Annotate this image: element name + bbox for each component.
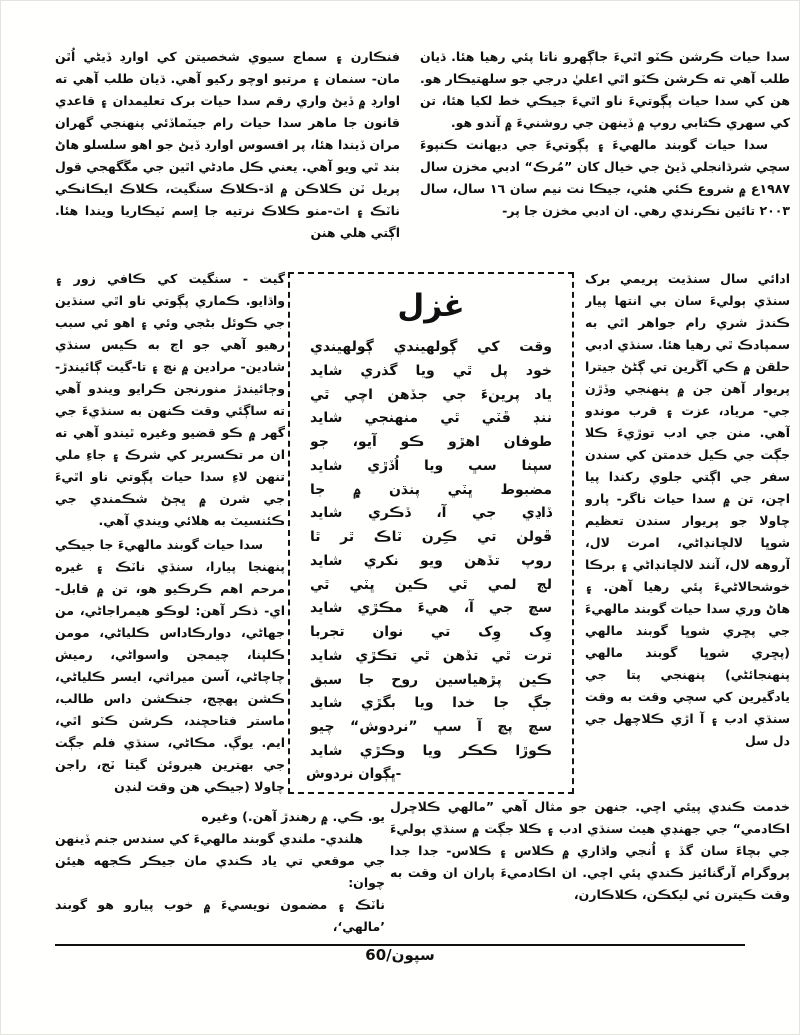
- poem-line: جڳ جا خدا ويا بگڙي شايد: [310, 695, 552, 712]
- column-mid-right: [585, 268, 790, 795]
- poem-line: وِک وِک تي نوان تجربا: [310, 624, 552, 640]
- poem-line: ڏاڍي جي آ، ڏڪري شايد: [310, 505, 552, 522]
- ghazal-poem: [306, 336, 556, 762]
- paragraph: سدا حيات گوبند مالهيءَ ۽ پڳوتيءَ جي ديهانت ڪنپوءَ سچي شرڌانجلي ڏيڻ جي خيال کان ”مُرڪ“ ادبي مخزن سال ١٩٨٧ع ۾ شروع ڪئي هئي، جيڪا نت نيم سان ١٦ سال، سال ٢٠٠٣ تائين نڪرندي رهي. ان ادبي مخزن جا پر-: [420, 137, 790, 218]
- poem-line: لڄ لمي ٿي ڪين ڀٽي ٿي: [310, 576, 552, 593]
- poem-line: مضبوط ڀٽي پنڌن ۾ جا: [310, 481, 552, 498]
- poem-line: وقت کي ڳولهيندي ڳولهيندي: [310, 339, 552, 355]
- page-number: سپون/60: [365, 946, 435, 964]
- poem-line: طوفان اهڙو ڪو آيو، جو: [310, 434, 552, 450]
- poem-line: خود پل ٿي ويا گذري شايد: [310, 362, 552, 379]
- poem-line: ترت ٿي تڏهن ٿي تڪڙي شايد: [310, 647, 552, 664]
- paragraph: يو. ڪي. ۾ رهندڙ آهن.) وغيره: [201, 809, 385, 824]
- poem-line: سچ پچ آ سڀ ”نردوش“ چيو: [310, 719, 552, 735]
- poem-line: ڪين پڙهياسين روح جا سبق: [310, 671, 552, 688]
- paragraph: سدا حيات ڪرشن ڪٽو اٿيءَ جاڳهرو ناتا پئي رهيا هئا. ڌيان طلب آهي ته ڪرشن ڪٽو اٿي اعليٰ درجي جو سلهتيڪار هو. هن کي سدا حيات پڳوتيءَ ناو اٿيءَ جيڪي خط لکيا هئا، تن کي سهري ڪتابي روپ ۾ ڏينهن جي روشنيءَ ۾ آندو هو.: [420, 49, 790, 130]
- poem-line: ڪوڙا ڪڪر ويا وڪڙي شايد: [310, 742, 552, 759]
- ghazal-box: [288, 272, 574, 794]
- poem-line: روپ تڏهن ويو نکري شايد: [310, 552, 552, 569]
- column-bottom-left: [55, 806, 385, 938]
- column-top-left: [55, 46, 400, 268]
- ghazal-title: غزل: [397, 288, 465, 324]
- poem-line: ڦولن تي ڪِرن ٽاڪ ٿر ٿا: [310, 529, 552, 545]
- poem-line: سپنا سڀ ويا اُڏڙي شايد: [310, 457, 552, 474]
- column-mid-left: [55, 268, 285, 808]
- column-bottom-right: [390, 796, 790, 936]
- paragraph: سدا حيات گوبند مالهيءَ جا جيڪي پنهنجا پيارا، سنڌي ناٽڪ ۽ غيره مرحم اهم ڪرڪيو هو، تن ۾ قابل- اي- ذڪر آهن: لوڪو هيمراجاڻي، من جهاڻي، دوارڪاداس ڪلياڻي، مومن ڪلپنا، چيمجن واسواڻي، رميش چاچاڻي، آسن ميراثي، ايسر ڪلياڻي، ڪشن پهچج، جنڪشن داس طالب، ماستر فتاحچند، ڪرشن ڪٽو اٿي، ايم. يوڳ. مڪاڻي، سنڌي فلم جڳت جي بهترين هيروئن گيتا ٽج، راجن چاولا (جيڪي هن وقت لنڊن: [55, 537, 285, 794]
- paragraph: هلندي- ملندي گوبند مالهيءَ کي سندس جنم ڏينهن جي موقعي تي ياد ڪندي مان جيڪر ڪجهه هيئن چوان:: [55, 831, 385, 890]
- paragraph: ادائي سال سنڌيت پريمي برک سنڌي ٻوليءَ سان بي انتها پيار ڪندڙ شري رام جواهر اٿي به سمپادڪ ٿي رهيا هئا. سنڌي ادبي حلقن ۾ ڪي آڱرين تي ڳڻڻ جيترا پريوار آهن جن ۾ پنهنجي وڏڙن جي- مرياد، عزت ۽ قرب موندو آهي. منن جي ادب توڙيءَ ڪلا جڳت جي ڪيل خدمتن کي سندن سفر جي اڳتي جلوي رکندا پيا اچن، تن ۾ سدا حيات ناگر- پارو چاولا جو پريوار سندن تعظيم شوڀا لالچانڊاڻي، امرت لال، آروهه لال، آنند لالچانڊاڻي ۽ برڪا خوشحالاڻيءَ پئي رهيا آهن. ۽ هاڻ وري سدا حيات گوبند مالهيءَ جي پڇري شوڀا گوبند مالهي (پڇري شوڀا گوبند مالهي پنهنجائڻي) پنهنجي پتا جي يادگيرين کي سچي وقت به وقت سنڌي ادب ۽ آ اڙي ڪلاچهل جي دل سل: [585, 271, 790, 748]
- verse-line: ناٽڪ ۽ مضمون نويسيءَ ۾ خوب پيارو هو گوبند ’مالهي‘،: [55, 897, 385, 934]
- paragraph: فنڪارن ۽ سماج سيوي شخصيتن کي اوارڊ ڏيڻي اُٿن مان- سنمان ۽ مرتبو اوچو رکيو آهي. ڌيان طلب آهي ته اوارڊ ۾ ڏيڻ واري رقم سدا حيات برک تعليمدان ۽ قاعدي قانون جا ماهر سدا حيات رام جيٽماڏئي پنهنجي گهران مران ڏيندا هئا، پر افسوس اوارڊ ڏيڻ جو اهو سلسلو هاڻ بند ٿي ويو آهي. يعني ڪل مادڻي اٿين جي مڱگهجي قول پريل ٽن ڪلاڪن ۾ اڌ-ڪلاڪ سنگيت، ڪلاڪ ايڪانڪي ناٽڪ ۽ اٿ-منو ڪلاڪ نرتيه جا اِسم ٽيڪاريا ويندا هئا. اڳتي هلي هنن: [55, 49, 400, 240]
- paragraph: خدمت ڪندي پيئي اچي. جنهن جو مثال آهي ”مالهي ڪلاچرل اڪادمي“ جي جهنڊي هيٺ سنڌي ادب ۽ ڪلا جڳت ۾ سنڌي ٻوليءَ جي بچاءَ سان گڏ ۽ اُنجي واڌاري ۾ ڪلاس ۽ ڪلاس- جدا جدا پروگرام آرگنائيز ڪندي پئي اچي. ان اڪادميءَ پاران ان وقت به وقت ڪيترن ئي ليکڪن، ڪلاڪارن،: [390, 799, 790, 902]
- column-top-right: [420, 46, 790, 268]
- poem-line: ياد پرينءَ جي جڏهن اچي ٿي: [310, 386, 552, 403]
- poem-line: ننڊ ڦٽي ٿي منهنجي شايد: [310, 410, 552, 427]
- paragraph: گيت - سنگيت کي ڪافي زور ۽ واڌايو. ڪماري پڳوتي ناو اٿي سنڌين جي ڪوئل بڻجي وئي ۽ اهو ئي سبب رهيو آهي جو اڄ به ڪيس سنڌي شادين- مرادين ۾ نچ ۽ تا-گيت ڳائيندڙ- وڄائيندڙ منورنجن ڪرايو ويندو آهي ته ساڳئي وقت ڪنهن به سنڌيءَ جي گهر ۾ ڪو قضيو وغيره ٿيندو آهي ته ان مر تڪسرير کي شرڪ ۽ جاءِ ملي تنهن لاءِ سدا حيات پڳوتي ناو اٿيءَ جي شرن ۾ ڀڄڻ شڪمندي جي ڪئنسيٽ به هلائي ويندي آهي.: [55, 271, 285, 528]
- poet-signature: -ڀڳوان نردوش: [306, 766, 402, 782]
- poem-line: سچ جي آ، هيءَ مڪڙي شايد: [310, 600, 552, 617]
